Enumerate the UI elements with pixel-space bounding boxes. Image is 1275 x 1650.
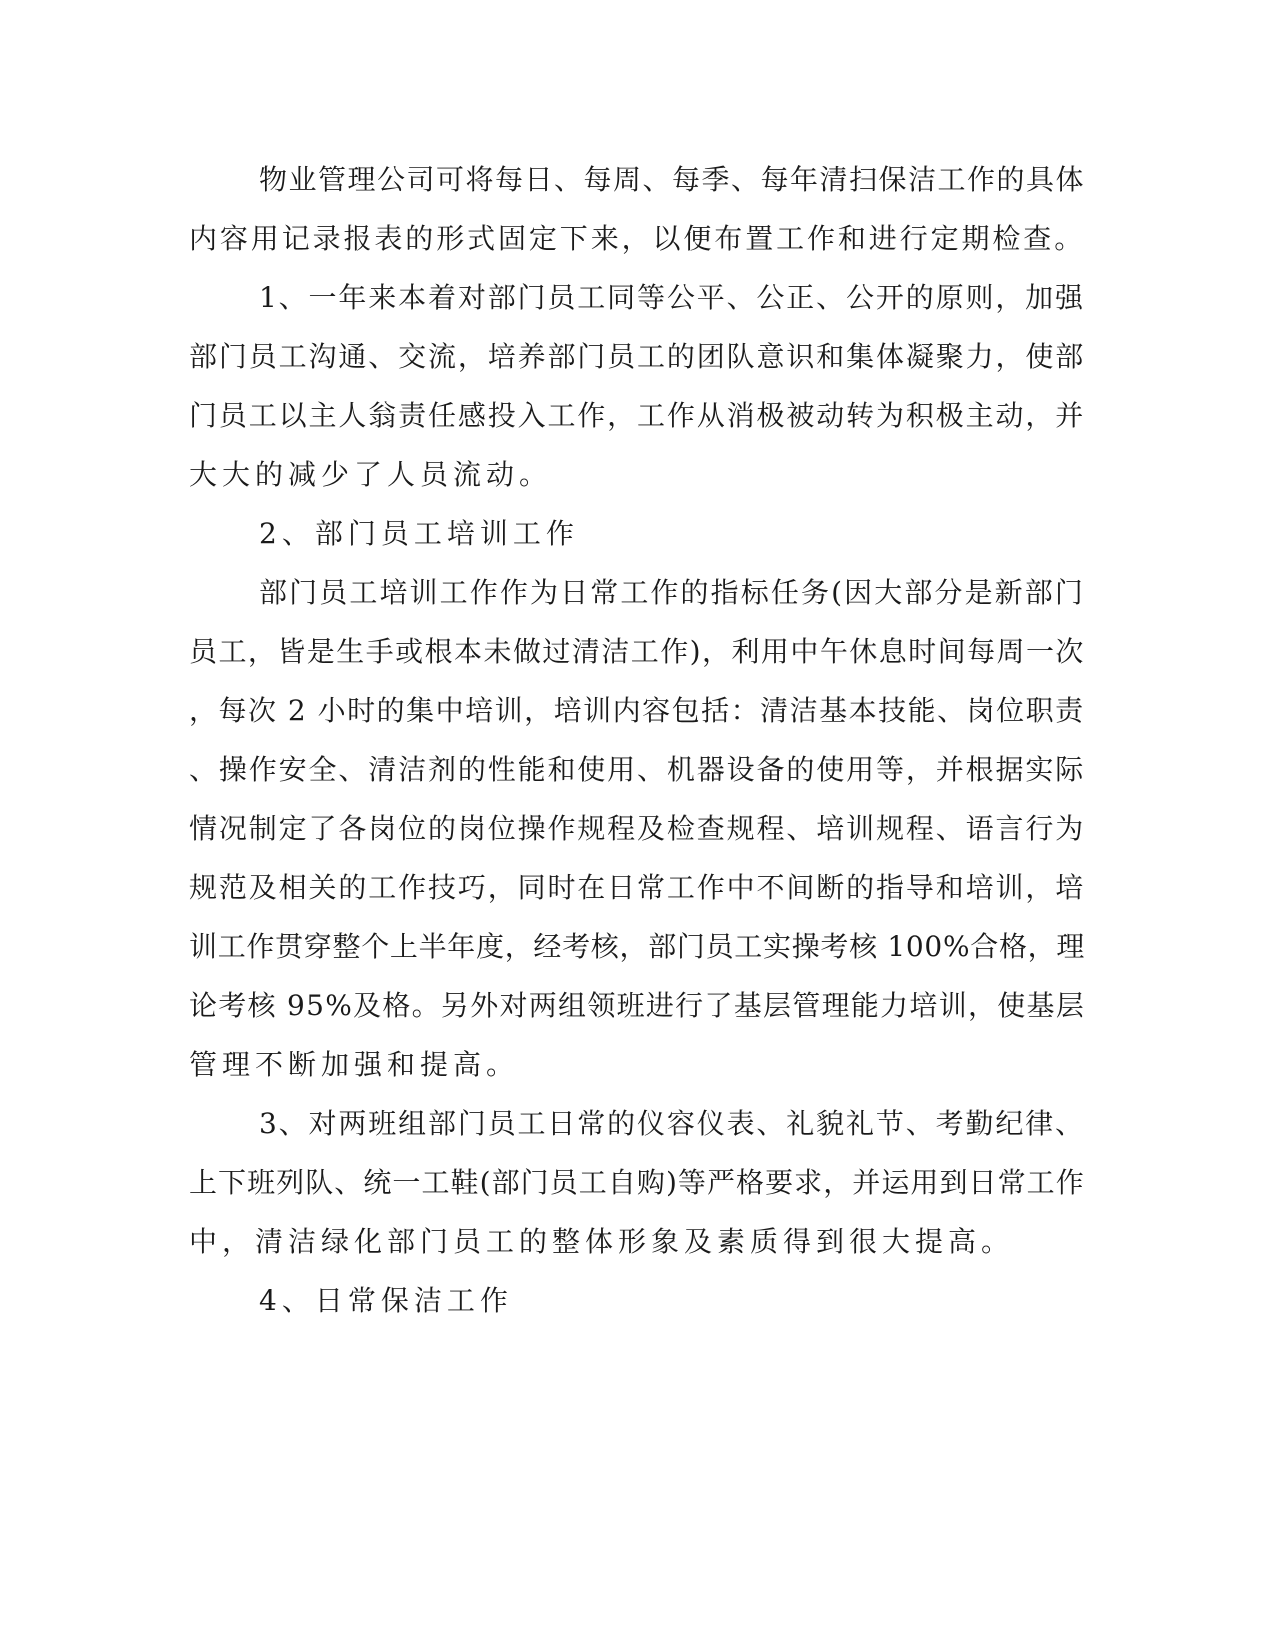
text-line: 训工作贯穿整个上半年度，经考核，部门员工实操考核 100%合格，理 [189, 930, 1086, 963]
text-line: 1、一年来本着对部门员工同等公平、公正、公开的原则，加强 [259, 281, 1085, 314]
text-line: 2、部门员工培训工作 [259, 517, 579, 550]
text-line: 门员工以主人翁责任感投入工作，工作从消极被动转为积极主动，并 [189, 399, 1086, 432]
text-line: 规范及相关的工作技巧，同时在日常工作中不间断的指导和培训，培 [189, 871, 1086, 904]
text-line: 4、日常保洁工作 [259, 1284, 513, 1317]
text-line: 部门员工沟通、交流，培养部门员工的团队意识和集体凝聚力，使部 [189, 340, 1086, 373]
text-line: 员工，皆是生手或根本未做过清洁工作)，利用中午休息时间每周一次 [189, 635, 1085, 668]
text-line: 中，清洁绿化部门员工的整体形象及素质得到很大提高。 [189, 1225, 1015, 1258]
text-line: 情况制定了各岗位的岗位操作规程及检查规程、培训规程、语言行为 [189, 812, 1086, 845]
text-line: 上下班列队、统一工鞋(部门员工自购)等严格要求，并运用到日常工作 [189, 1166, 1085, 1199]
text-line: 论考核 95%及格。另外对两组领班进行了基层管理能力培训，使基层 [189, 989, 1086, 1022]
text-line: 3、对两班组部门员工日常的仪容仪表、礼貌礼节、考勤纪律、 [259, 1107, 1085, 1140]
text-line: 、操作安全、清洁剂的性能和使用、机器设备的使用等，并根据实际 [189, 753, 1086, 786]
text-line: ，每次 2 小时的集中培训，培训内容包括：清洁基本技能、岗位职责 [189, 694, 1085, 727]
text-line: 管理不断加强和提高。 [189, 1048, 520, 1081]
text-line: 大大的减少了人员流动。 [189, 458, 553, 491]
text-line: 内容用记录报表的形式固定下来，以便布置工作和进行定期检查。 [189, 222, 1086, 255]
text-line: 部门员工培训工作作为日常工作的指标任务(因大部分是新部门 [259, 576, 1086, 609]
text-line: 物业管理公司可将每日、每周、每季、每年清扫保洁工作的具体 [259, 163, 1086, 196]
